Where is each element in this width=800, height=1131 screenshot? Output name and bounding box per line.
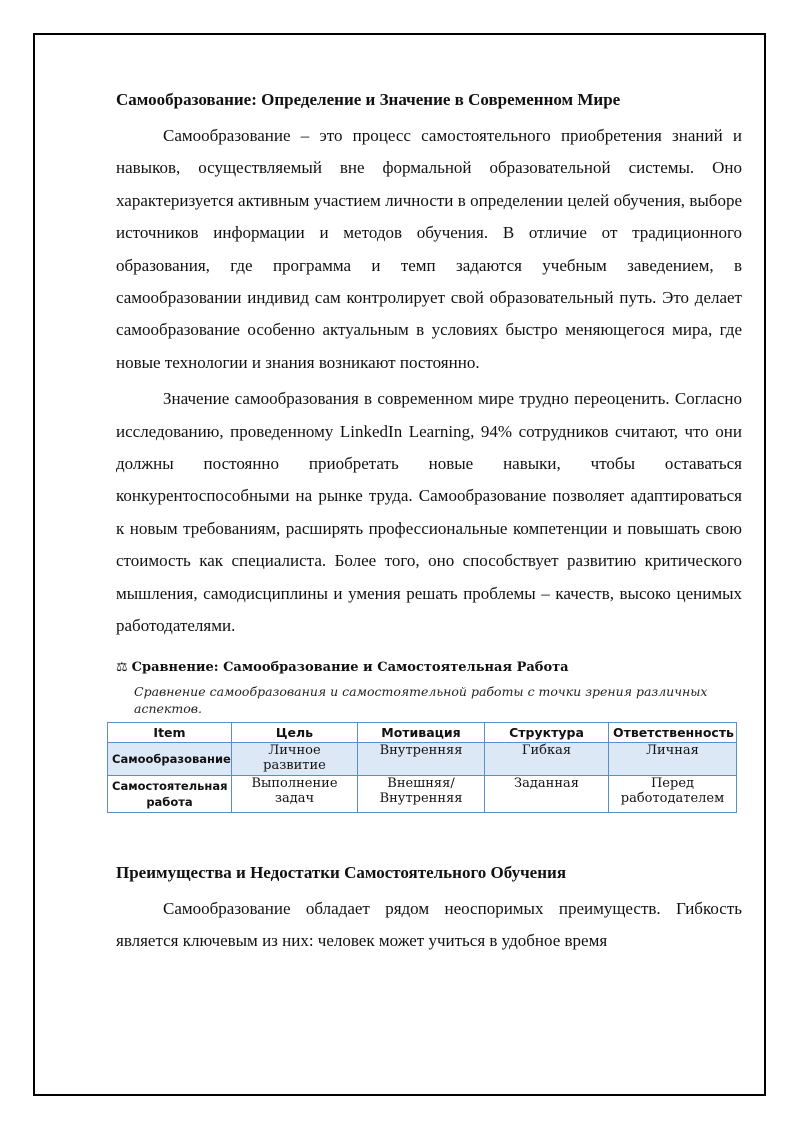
table-cell: Гибкая — [485, 742, 609, 775]
paragraph-importance: Значение самообразования в современном мире трудно переоценить. Согласно исследованию, проведенному LinkedIn Learning, 94% сотрудников считают, что они должны постоянно приобретать новые навыки, чтобы оставаться конкурентоспособными на рынке труда. Самообразование позволяет адаптироваться к новым требованиям, расширять профессиональные компетенции и повышать свою стоимость как специалиста. Более того, оно способствует развитию критического мышления, самодисциплины и умения решать проблемы – качеств, высоко ценимых работодателями. — [116, 389, 742, 636]
scales-icon: ⚖ — [116, 659, 128, 675]
table-cell: Перед работодателем — [609, 775, 737, 812]
row-label: Самообразование — [108, 742, 232, 775]
table-cell: Выполнение задач — [232, 775, 358, 812]
paragraph-definition: Самообразование – это процесс самостоятельного приобретения знаний и навыков, осуществляемый вне формальной образовательной системы. Оно характеризуется активным участием личности в определении целей обучения, выборе источников информации и методов обучения. В отличие от традиционного образования, где программа и темп задаются учебным заведением, в самообразовании индивид сам контролирует свой образовательный путь. Это делает самообразование особенно актуальным в условиях быстро меняющегося мира, где новые технологии и знания возникают постоянно. — [116, 126, 742, 372]
header-structure: Структура — [485, 722, 609, 742]
paragraph-advantages: Самообразование обладает рядом неоспоримых преимуществ. Гибкость является ключевым из них: человек может учиться в удобное время — [116, 898, 742, 950]
table-title-text: Сравнение: Самообразование и Самостоятельная Работа — [131, 659, 569, 675]
section-heading-pros-cons: Преимущества и Недостатки Самостоятельного Обучения — [116, 862, 567, 882]
section-heading-self-education: Самообразование: Определение и Значение в Современном Мире — [116, 90, 621, 109]
header-item: Item — [108, 722, 232, 742]
document-content — [112, 84, 742, 957]
table-cell: Внешняя/ Внутренняя — [358, 775, 485, 812]
table-cell: Внутренняя — [358, 742, 485, 775]
row-label: Самостоятельная работа — [108, 775, 232, 812]
table-row — [108, 742, 737, 775]
table-title — [116, 655, 742, 683]
header-motivation: Мотивация — [358, 722, 485, 742]
table-cell: Личное развитие — [232, 742, 358, 775]
table-header-row — [108, 722, 737, 742]
table-caption: Сравнение самообразования и самостоятельной работы с точки зрения различных аспектов. — [134, 683, 708, 716]
header-responsibility: Ответственность — [609, 722, 737, 742]
table-row — [108, 775, 737, 812]
table-cell: Заданная — [485, 775, 609, 812]
comparison-table — [107, 722, 737, 813]
table-cell: Личная — [609, 742, 737, 775]
header-goal: Цель — [232, 722, 358, 742]
